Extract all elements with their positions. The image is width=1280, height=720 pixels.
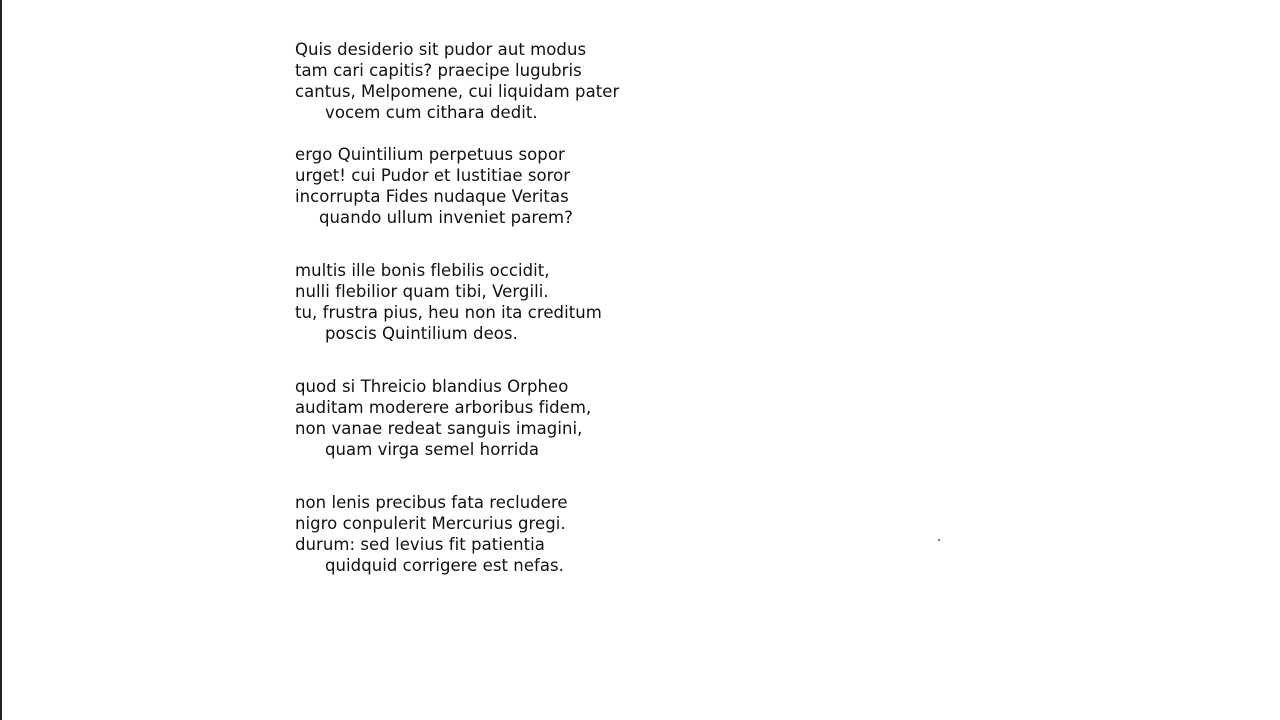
- stray-dot: [938, 539, 940, 541]
- poem-line: tam cari capitis? praecipe lugubris: [295, 61, 582, 80]
- poem-line: incorrupta Fides nudaque Veritas: [295, 187, 569, 206]
- poem-line: durum: sed levius fit patientia: [295, 535, 545, 554]
- poem-line: cantus, Melpomene, cui liquidam pater: [295, 82, 620, 101]
- poem-text: [295, 39, 855, 576]
- poem-line: auditam moderere arboribus fidem,: [295, 398, 592, 417]
- stanza-2: [295, 144, 855, 228]
- poem-line: tu, frustra pius, heu non ita creditum: [295, 303, 602, 322]
- poem-line-indented: quam virga semel horrida: [325, 440, 540, 459]
- poem-line: ergo Quintilium perpetuus sopor: [295, 145, 565, 164]
- stanza-5: [295, 492, 855, 576]
- poem-line: quod si Threicio blandius Orpheo: [295, 377, 569, 396]
- poem-line: urget! cui Pudor et Iustitiae soror: [295, 166, 571, 185]
- stanza-1: [295, 39, 855, 123]
- stanza-3: [295, 260, 855, 344]
- page-border: [0, 0, 2, 720]
- poem-line-indented: poscis Quintilium deos.: [325, 324, 518, 343]
- poem-line-indented: quidquid corrigere est nefas.: [325, 556, 564, 575]
- poem-line: non vanae redeat sanguis imagini,: [295, 419, 583, 438]
- poem-line-indented: quando ullum inveniet parem?: [319, 208, 573, 227]
- poem-line: non lenis precibus fata recludere: [295, 493, 568, 512]
- poem-line: Quis desiderio sit pudor aut modus: [295, 40, 587, 59]
- poem-line: multis ille bonis flebilis occidit,: [295, 261, 550, 280]
- poem-line-indented: vocem cum cithara dedit.: [325, 103, 538, 122]
- poem-line: nigro conpulerit Mercurius gregi.: [295, 514, 566, 533]
- poem-line: nulli flebilior quam tibi, Vergili.: [295, 282, 549, 301]
- stanza-4: [295, 376, 855, 460]
